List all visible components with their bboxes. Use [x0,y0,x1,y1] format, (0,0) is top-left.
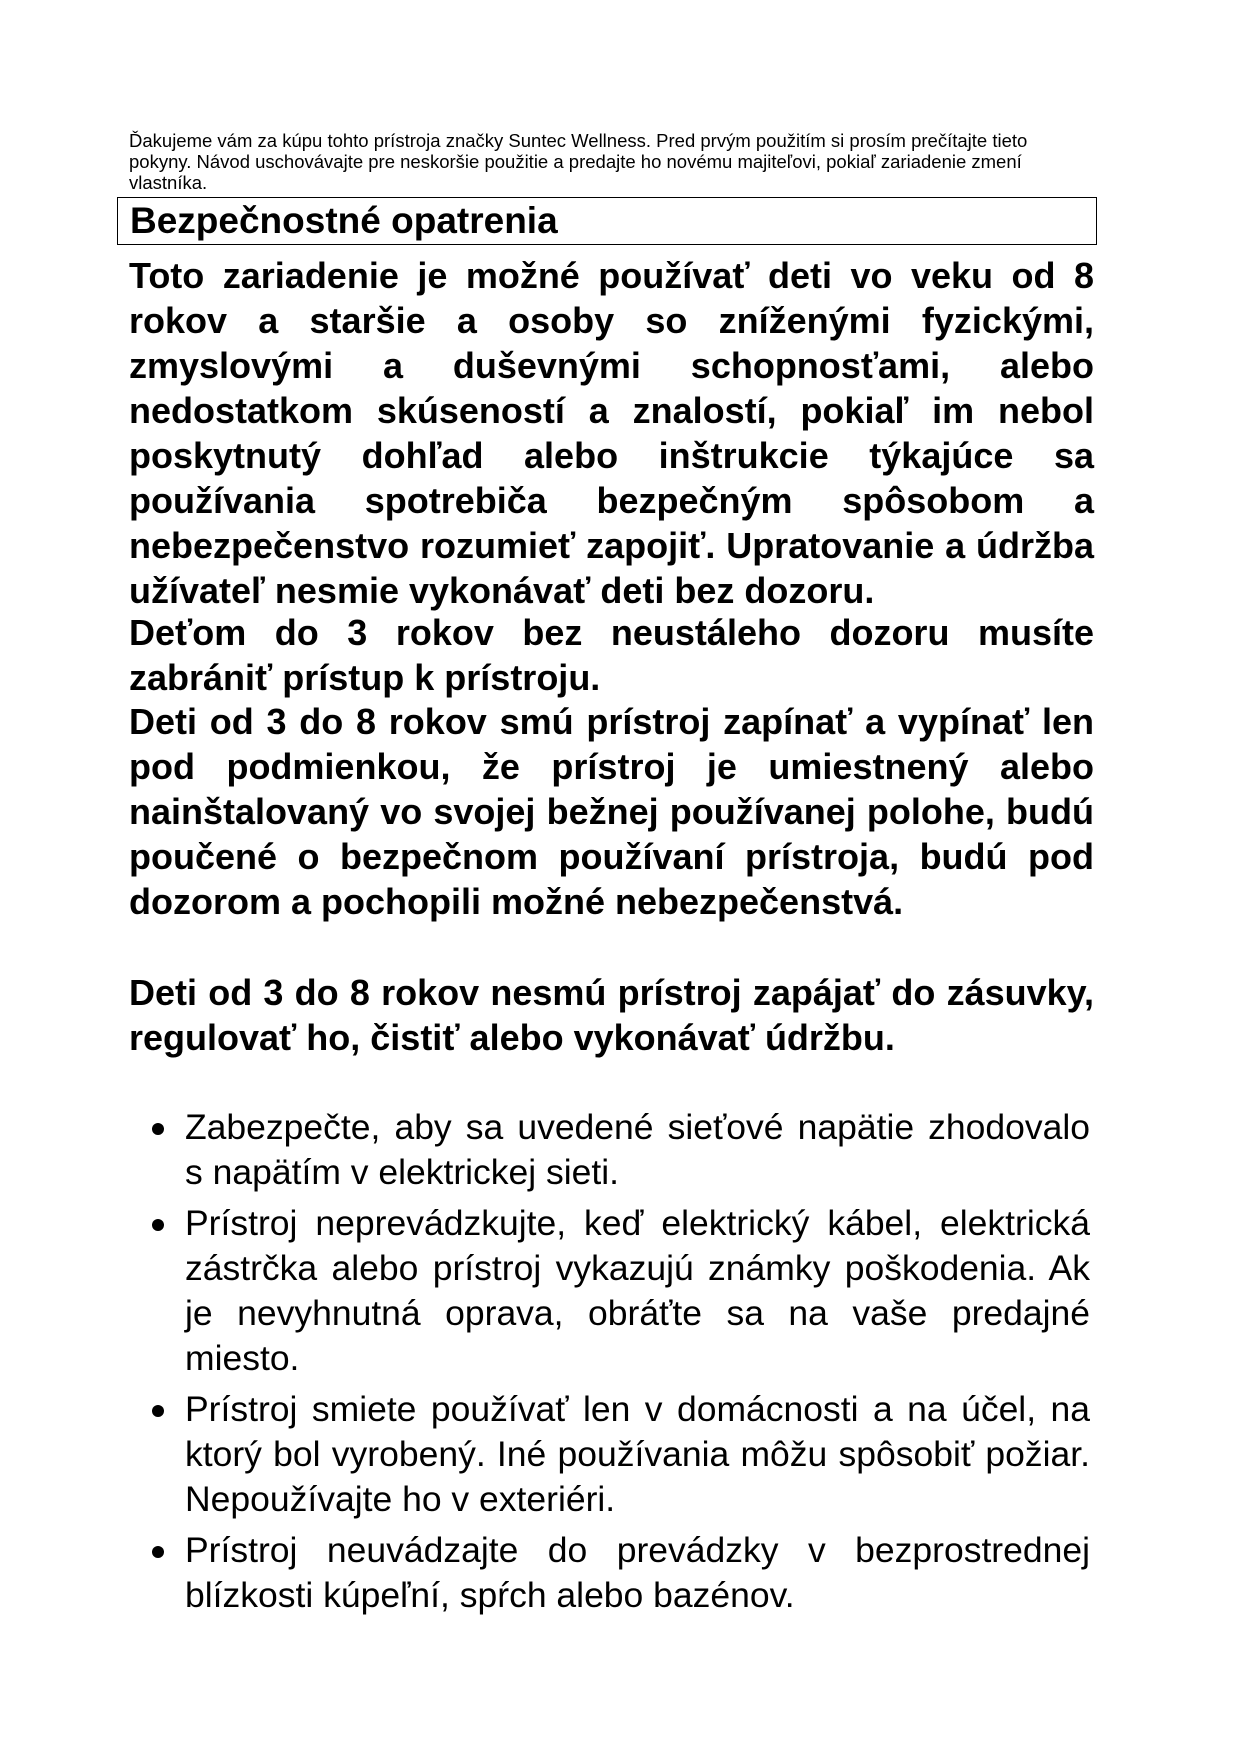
warning-paragraph-children-3-to-8-allowed: Deti od 3 do 8 rokov smú prístroj zapínať a vypínať len pod podmienkou, že prístroj je umiestnený alebo nainštalovaný vo svojej bežnej používanej polohe, budú poučené o bezpečnom používaní prístroja, budú pod dozorom a pochopili možné nebezpečenstvá. [129,701,1094,922]
bullet-text: Zabezpečte, aby sa uvedené sieťové napätie zhodovalo s napätím v elektrickej sieti. [185,1107,1090,1192]
section-title: Bezpečnostné opatrenia [130,200,558,241]
safety-bullet-list [145,1105,1090,1624]
list-item [145,1528,1090,1618]
bullet-text: Prístroj neuvádzajte do prevádzky v bezprostrednej blízkosti kúpeľní, spŕch alebo bazénov. [185,1530,1090,1615]
intro-paragraph: Ďakujeme vám za kúpu tohto prístroja značky Suntec Wellness. Pred prvým použitím si prosím prečítajte tieto pokyny. Návod uschovávajte pre neskoršie použitie a predajte ho novému majiteľovi, pokiaľ zariadenie zmení vlastníka. [129,130,1028,193]
warning-paragraph-children-3-to-8-forbidden: Deti od 3 do 8 rokov nesmú prístroj zapájať do zásuvky, regulovať ho, čistiť alebo vykonávať údržbu. [129,972,1094,1058]
bullet-icon [152,1123,164,1135]
bullet-icon [152,1405,164,1417]
section-heading-box [117,197,1097,245]
bullet-icon [152,1546,164,1558]
list-item [145,1387,1090,1522]
warning-paragraph-children-8: Toto zariadenie je možné používať deti vo veku od 8 rokov a staršie a osoby so zníženými fyzickými, zmyslovými a duševnými schopnosťami, alebo nedostatkom skúseností a znalostí, pokiaľ im nebol poskytnutý dohľad alebo inštrukcie týkajúce sa používania spotrebiča bezpečným spôsobom a nebezpečenstvo rozumieť zapojiť. Upratovanie a údržba užívateľ nesmie vykonávať deti bez dozoru. [129,255,1094,611]
bullet-text: Prístroj smiete používať len v domácnosti a na účel, na ktorý bol vyrobený. Iné používania môžu spôsobiť požiar. Nepoužívajte ho v exteriéri. [185,1389,1090,1519]
list-item [145,1105,1090,1195]
list-item [145,1201,1090,1381]
bullet-icon [152,1219,164,1231]
warning-paragraph-children-under-3: Deťom do 3 rokov bez neustáleho dozoru musíte zabrániť prístup k prístroju. [129,612,1094,698]
bullet-text: Prístroj neprevádzkujte, keď elektrický kábel, elektrická zástrčka alebo prístroj vykazujú známky poškodenia. Ak je nevyhnutná oprava, obráťte sa na vaše predajné miesto. [185,1203,1090,1378]
